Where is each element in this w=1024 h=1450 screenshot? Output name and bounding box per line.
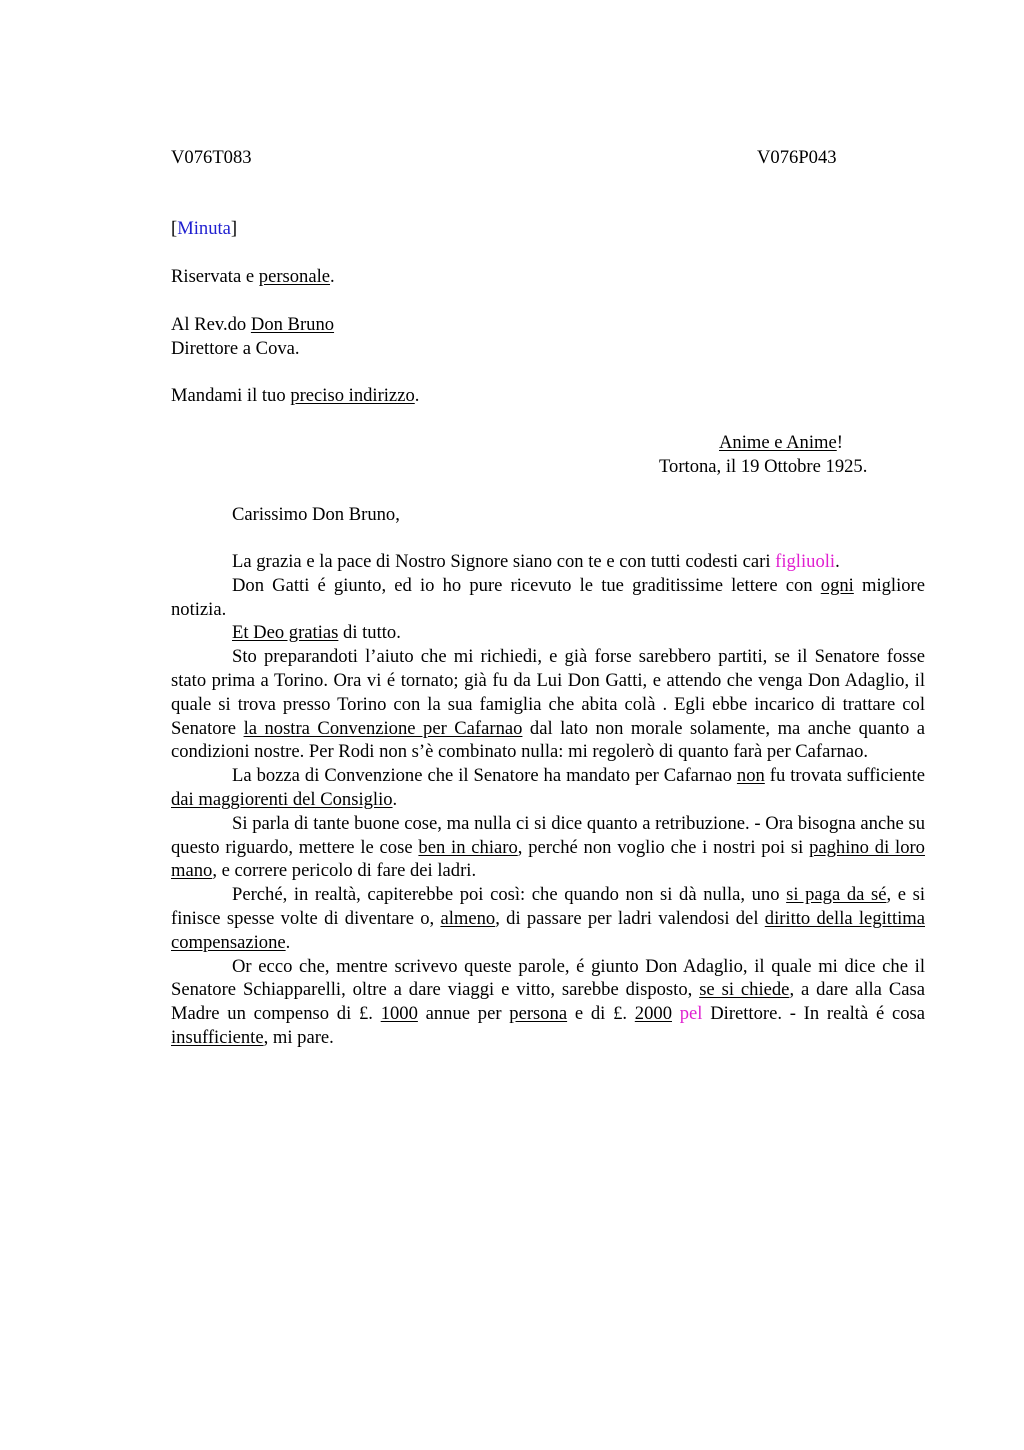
paragraph-5	[171, 764, 925, 812]
place-date: Tortona, il 19 Ottobre 1925.	[659, 456, 868, 477]
riservata-underlined: personale	[258, 266, 331, 287]
p8-end: , mi pare.	[263, 1026, 334, 1048]
p5-underlined-1: non	[736, 765, 765, 787]
address-line-2: Direttore a Cova.	[171, 338, 300, 359]
address-prefix: Al Rev.do	[171, 314, 251, 335]
motto	[719, 434, 843, 453]
p4-underlined: la nostra Convenzione per Cafarnao	[243, 717, 523, 739]
p4-text: Sto preparandoti l’aiuto che mi richiedi, e già forse sarebbero partiti, se il Senatore fosse stato prima a Torino. Ora vi é tornato; già fu da Lui Don Gatti, e attendo che venga Don Adaglio, il quale si trova presso Torino con la sua famiglia che abita colà . Egli ebbe incarico di trattare col Senatore	[171, 646, 925, 739]
paragraph-2	[171, 574, 925, 622]
document-code-right: V076P043	[757, 147, 837, 168]
document-code-left: V076T083	[171, 147, 252, 168]
p8-text-2: , a dare alla Casa Madre un compenso di £.	[171, 979, 925, 1025]
p4-end: dal lato non morale solamente, ma anche quanto a condizioni nostre. Per Rodi non s’è combinato nulla: mi regolerò di quanto farà per Cafarnao.	[171, 717, 926, 763]
p7-underlined-3: diritto della legittima compensazione	[171, 907, 925, 953]
p2-underlined: ogni	[820, 574, 854, 596]
mandami-underlined: preciso indirizzo	[290, 385, 415, 406]
close-bracket: ]	[230, 218, 238, 239]
p7-underlined-2: almeno	[440, 907, 496, 929]
p2-text: Don Gatti é giunto, ed io ho pure ricevuto le tue graditissime lettere con	[232, 574, 821, 596]
p1-end: .	[835, 551, 840, 572]
p6-underlined-2: paghino di loro mano	[171, 836, 925, 882]
p7-text-2: , e si finisce spesse volte di diventare o,	[171, 884, 925, 929]
mandami-text: Mandami il tuo	[171, 385, 291, 406]
riservata-end: .	[330, 266, 335, 287]
p3-underlined: Et Deo gratias	[232, 622, 339, 644]
p8-text: Or ecco che, mentre scrivevo queste parole, é giunto Don Adaglio, il quale mi dice che il Senatore Schiapparelli, oltre a dare viaggi e vitto, sarebbe disposto,	[171, 955, 925, 1001]
p8-highlight: pel	[679, 1003, 703, 1025]
p6-end: , e correre pericolo di fare dei ladri.	[212, 860, 477, 882]
p8-text-3: annue per	[417, 1003, 510, 1025]
address-name: Don Bruno	[250, 314, 335, 335]
paragraph-4	[171, 645, 925, 764]
paragraph-6	[171, 812, 925, 883]
mandami-line	[171, 387, 419, 406]
p3-text: di tutto.	[338, 622, 401, 644]
p7-text: Perché, in realtà, capiterebbe poi così: che quando non si dà nulla, uno	[232, 884, 787, 906]
p1-text: La grazia e la pace di Nostro Signore siano con te e con tutti codesti cari	[232, 551, 776, 572]
p5-end: .	[392, 788, 398, 810]
p8-underlined-3: insufficiente	[171, 1026, 264, 1048]
open-bracket: [	[171, 218, 178, 239]
paragraph-3	[171, 621, 925, 645]
greeting: Carissimo Don Bruno,	[232, 504, 400, 525]
motto-text: Anime e Anime	[719, 432, 837, 453]
p6-text-2: , perché non voglio che i nostri poi si	[517, 836, 810, 858]
p7-end: .	[285, 931, 291, 953]
address-line-1	[171, 316, 334, 335]
mandami-end: .	[414, 385, 420, 406]
paragraph-7	[171, 883, 925, 954]
p8-underlined-1: se si chiede	[699, 979, 790, 1001]
paragraph-1	[171, 550, 925, 574]
p7-text-3: , di passare per ladri valendosi del	[495, 907, 765, 929]
paragraph-8	[171, 955, 925, 1050]
p8-text-5: Direttore. - In realtà é cosa	[702, 1003, 926, 1025]
minuta-label	[171, 220, 237, 239]
p8-text-4: e di £.	[567, 1003, 635, 1025]
p7-underlined-1: si paga da sé	[786, 884, 887, 906]
riservata-line	[171, 268, 335, 287]
p8-underlined-2: persona	[509, 1003, 568, 1025]
p5-text-2: fu trovata sufficiente	[764, 765, 925, 787]
p5-text: La bozza di Convenzione che il Senatore ha mandato per Cafarnao	[232, 765, 737, 787]
p1-highlight: figliuoli	[775, 551, 836, 572]
p5-underlined-2: dai maggiorenti del Consiglio	[171, 788, 393, 810]
p6-text: Si parla di tante buone cose, ma nulla ci si dice quanto a retribuzione. - Ora bisogna anche su questo riguardo, mettere le cose	[171, 812, 925, 858]
p6-underlined-1: ben in chiaro	[418, 836, 518, 858]
riservata-text: Riservata e	[171, 266, 259, 287]
p8-amount-1: 1000	[380, 1003, 418, 1025]
letter-body	[171, 550, 925, 1050]
p2-end: migliore notizia.	[171, 574, 925, 620]
p8-amount-2: 2000	[634, 1003, 672, 1025]
p8-space	[672, 1003, 680, 1024]
minuta-text: Minuta	[177, 218, 231, 239]
motto-end: !	[836, 432, 843, 453]
